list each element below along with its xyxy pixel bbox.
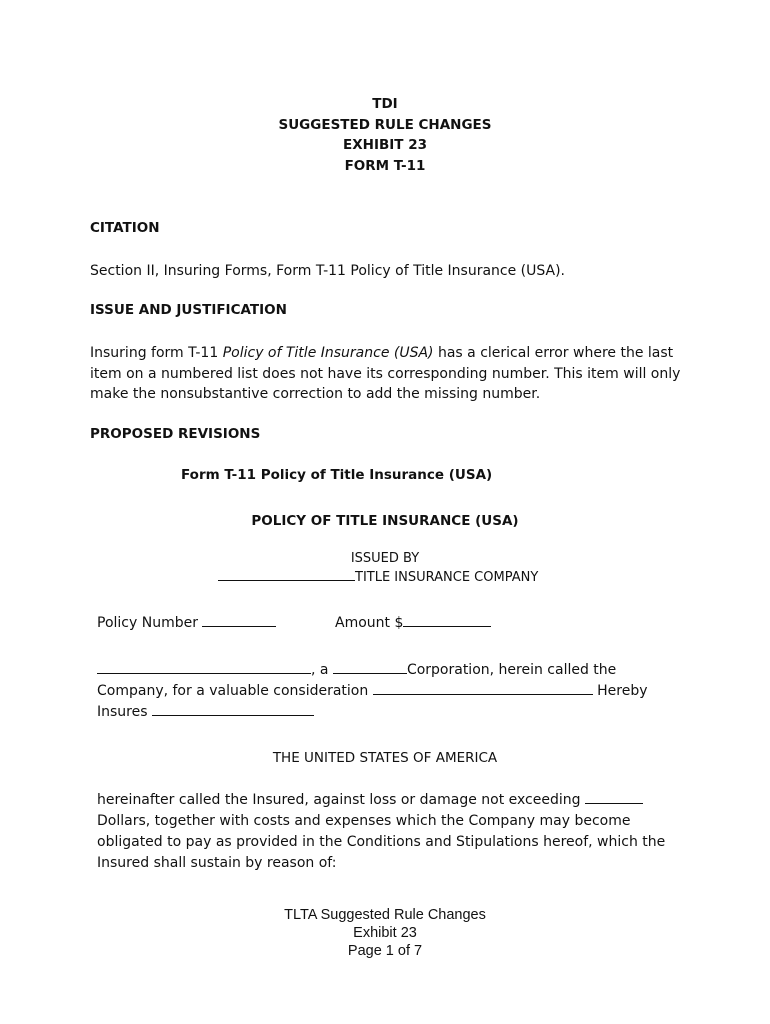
- footer-page-number: Page 1 of 7: [347, 943, 423, 959]
- company-name-blank: [218, 568, 355, 581]
- clause-company: Company, for a valuable consideration: [97, 683, 369, 699]
- consideration-blank: [373, 682, 593, 695]
- coverage-amount-blank: [585, 791, 643, 804]
- clause-corporation: Corporation, herein called the: [406, 662, 617, 678]
- issuing-company-line: [218, 568, 538, 585]
- issue-text-after: has a clerical error where the last item on a numbered list does not have its corresponding number. This item will only make the nonsubstantive correction to add the missing number.: [90, 345, 681, 402]
- clause-insures: Insures: [97, 704, 148, 720]
- header-suggested-rule-changes: SUGGESTED RULE CHANGES: [278, 117, 492, 133]
- insuring-clause-line3: [97, 703, 314, 720]
- issue-text-italic: Policy of Title Insurance (USA): [222, 345, 434, 361]
- clause-a: , a: [311, 662, 329, 678]
- insuring-clause-line1: [97, 661, 616, 678]
- citation-text: Section II, Insuring Forms, Form T-11 Policy of Title Insurance (USA).: [90, 263, 566, 279]
- coverage-paragraph: [97, 790, 697, 874]
- insurer-name-blank: [97, 661, 311, 674]
- coverage-part2: Dollars, together with costs and expenses which the Company may become obligated to pay as provided in the Conditions and Stipulations hereof, which the Insured shall sustain by reason of:: [97, 813, 666, 871]
- insuring-clause-line2: [97, 682, 648, 699]
- amount-blank: [403, 614, 491, 627]
- policy-number-blank: [202, 614, 276, 627]
- policy-number-field: [97, 614, 276, 631]
- header-tdi: TDI: [372, 96, 398, 112]
- header-form: FORM T-11: [344, 158, 426, 174]
- state-blank: [333, 661, 407, 674]
- form-title: Form T-11 Policy of Title Insurance (USA): [181, 467, 493, 483]
- insured-name-blank: [152, 703, 314, 716]
- issue-heading: ISSUE AND JUSTIFICATION: [90, 302, 287, 318]
- clause-hereby: Hereby: [597, 683, 648, 699]
- issued-by: ISSUED BY: [350, 551, 420, 566]
- policy-title: POLICY OF TITLE INSURANCE (USA): [251, 513, 519, 529]
- policy-number-label: Policy Number: [97, 615, 198, 631]
- country-line: THE UNITED STATES OF AMERICA: [272, 750, 498, 766]
- issue-text: [90, 343, 690, 405]
- header-exhibit: EXHIBIT 23: [343, 137, 427, 153]
- amount-label: Amount $: [335, 615, 404, 631]
- issue-text-before: Insuring form T-11: [90, 345, 223, 361]
- citation-heading: CITATION: [90, 220, 160, 236]
- proposed-heading: PROPOSED REVISIONS: [90, 426, 261, 442]
- footer-line1: TLTA Suggested Rule Changes: [284, 907, 486, 923]
- company-suffix: TITLE INSURANCE COMPANY: [355, 570, 539, 585]
- coverage-part1: hereinafter called the Insured, against loss or damage not exceeding: [97, 792, 581, 808]
- footer-line2: Exhibit 23: [353, 925, 417, 941]
- amount-field: [335, 614, 491, 631]
